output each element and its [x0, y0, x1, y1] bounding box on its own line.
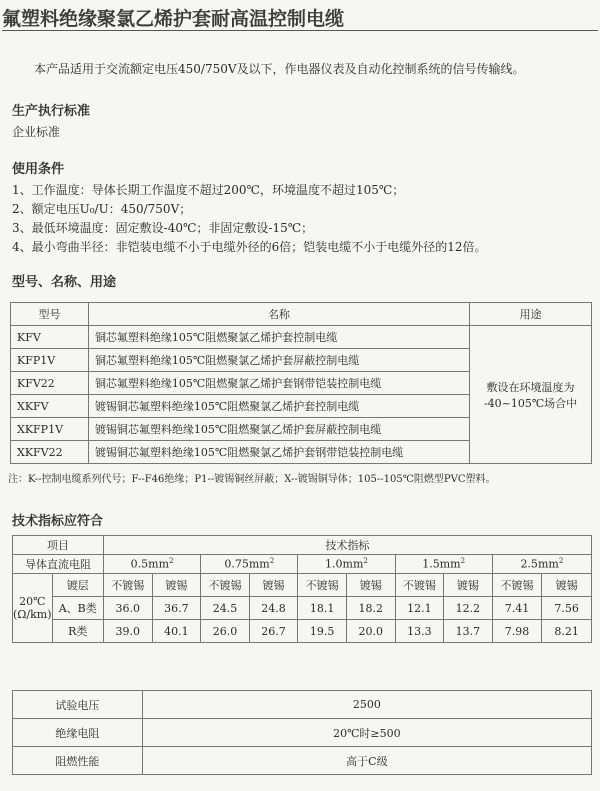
table-row	[13, 691, 592, 719]
resistance-value: 36.7	[152, 597, 201, 620]
resistance-label: 导体直流电阻	[13, 555, 104, 574]
standard-heading: 生产执行标准	[12, 104, 91, 119]
resistance-value: 12.1	[395, 597, 444, 620]
header-model: 型号	[11, 303, 89, 326]
table-row	[13, 747, 592, 775]
resistance-value: 19.5	[298, 620, 347, 643]
test-value: 20℃时≥500	[142, 719, 591, 747]
header-use: 用途	[470, 303, 592, 326]
standard-text: 企业标准	[12, 125, 61, 139]
size-cell	[492, 555, 591, 574]
conditions-heading: 使用条件	[12, 162, 65, 177]
spec-r-row	[13, 620, 592, 643]
size-sup: 2	[558, 557, 564, 566]
model-code: XKFV22	[11, 441, 89, 464]
resistance-value: 7.56	[542, 597, 592, 620]
model-code: XKFP1V	[11, 418, 89, 441]
coating-type: 镀锡	[249, 574, 298, 597]
table-row	[13, 719, 592, 747]
model-table	[10, 302, 592, 464]
size-sup: 2	[460, 557, 466, 566]
temp-unit-cell	[13, 574, 53, 643]
resistance-value: 12.2	[444, 597, 493, 620]
resistance-value: 18.1	[298, 597, 347, 620]
title-divider	[2, 30, 598, 31]
resistance-value: 36.0	[103, 597, 152, 620]
spec-header-row	[13, 536, 592, 555]
header-name: 名称	[88, 303, 469, 326]
class-label: R类	[52, 620, 103, 643]
coating-type: 镀锡	[152, 574, 201, 597]
coating-type: 不镀锡	[492, 574, 542, 597]
model-name: 镀锡铜芯氟塑料绝缘105℃阻燃聚氯乙烯护套屏蔽控制电缆	[88, 418, 469, 441]
condition-item: 4、最小弯曲半径：非铠装电缆不小于电缆外径的6倍；铠装电缆不小于电缆外径的12倍。	[12, 240, 487, 254]
test-label: 阻燃性能	[13, 747, 143, 775]
model-name: 铜芯氟塑料绝缘105℃阻燃聚氯乙烯护套钢带铠装控制电缆	[88, 372, 469, 395]
size-sup: 2	[363, 557, 368, 566]
table-row	[11, 326, 592, 349]
footnote: 注：K--控制电缆系列代号；F--F46绝缘；P1--镀锡铜丝屏蔽；X--镀锡铜导体；105--105℃阻燃型PVC塑料。	[8, 474, 496, 485]
models-heading: 型号、名称、用途	[12, 275, 117, 290]
model-code: KFP1V	[11, 349, 89, 372]
model-use	[470, 326, 592, 464]
resistance-value: 7.41	[492, 597, 542, 620]
resistance-value: 13.3	[395, 620, 444, 643]
spec-table	[12, 535, 592, 643]
model-name: 铜芯氟塑料绝缘105℃阻燃聚氯乙烯护套屏蔽控制电缆	[88, 349, 469, 372]
resistance-value: 8.21	[542, 620, 592, 643]
model-code: XKFV	[11, 395, 89, 418]
spec-size-row	[13, 555, 592, 574]
model-name: 镀锡铜芯氟塑料绝缘105℃阻燃聚氯乙烯护套钢带铠装控制电缆	[88, 441, 469, 464]
coating-type: 不镀锡	[103, 574, 152, 597]
size-cell	[298, 555, 395, 574]
coating-type: 镀锡	[346, 574, 395, 597]
resistance-value: 7.98	[492, 620, 542, 643]
use-line: 敷设在环境温度为	[486, 380, 575, 394]
coating-type: 镀锡	[542, 574, 592, 597]
unit-label: (Ω/km)	[13, 608, 52, 621]
condition-item: 1、工作温度：导体长期工作温度不超过200℃，环境温度不超过105℃；	[12, 183, 405, 197]
condition-item: 3、最低环境温度：固定敷设-40℃；非固定敷设-15℃；	[12, 221, 314, 235]
test-label: 试验电压	[13, 691, 143, 719]
header-item: 项目	[13, 536, 104, 555]
coating-type: 不镀锡	[201, 574, 250, 597]
header-tech: 技术指标	[103, 536, 591, 555]
size-unit: mm	[248, 557, 270, 571]
coating-type: 不镀锡	[395, 574, 444, 597]
table-header-row	[11, 303, 592, 326]
coating-type: 镀锡	[444, 574, 493, 597]
size-cell	[395, 555, 492, 574]
size-unit: mm	[148, 557, 170, 571]
spec-coating-row	[13, 574, 592, 597]
resistance-value: 26.0	[201, 620, 250, 643]
size-value: 0.75	[224, 557, 249, 571]
test-table	[12, 690, 592, 775]
spec-ab-row	[13, 597, 592, 620]
resistance-value: 26.7	[249, 620, 298, 643]
class-label: A、B类	[52, 597, 103, 620]
temp-label: 20℃	[19, 595, 46, 608]
size-sup: 2	[269, 557, 275, 566]
test-value: 高于C级	[142, 747, 591, 775]
size-value: 0.5	[130, 557, 149, 571]
coating-type: 不镀锡	[298, 574, 347, 597]
model-code: KFV22	[11, 372, 89, 395]
size-unit: mm	[537, 557, 559, 571]
model-name: 镀锡铜芯氟塑料绝缘105℃阻燃聚氯乙烯护套控制电缆	[88, 395, 469, 418]
size-value: 1.0	[325, 557, 343, 571]
use-line: -40~105℃场合中	[483, 396, 578, 410]
model-name: 铜芯氟塑料绝缘105℃阻燃聚氯乙烯护套控制电缆	[88, 326, 469, 349]
resistance-value: 18.2	[346, 597, 395, 620]
size-sup: 2	[169, 557, 174, 566]
size-value: 1.5	[422, 557, 440, 571]
resistance-value: 40.1	[152, 620, 201, 643]
size-cell	[201, 555, 298, 574]
resistance-value: 24.5	[201, 597, 250, 620]
page-title: 氟塑料绝缘聚氯乙烯护套耐高温控制电缆	[2, 8, 345, 30]
coating-label: 镀层	[52, 574, 103, 597]
size-value: 2.5	[520, 557, 538, 571]
resistance-value: 39.0	[103, 620, 152, 643]
condition-item: 2、额定电压U₀/U：450/750V；	[12, 202, 192, 216]
resistance-value: 24.8	[249, 597, 298, 620]
model-code: KFV	[11, 326, 89, 349]
resistance-value: 20.0	[346, 620, 395, 643]
resistance-value: 13.7	[444, 620, 493, 643]
specs-heading: 技术指标应符合	[12, 514, 104, 529]
size-unit: mm	[439, 557, 461, 571]
test-label: 绝缘电阻	[13, 719, 143, 747]
test-value: 2500	[142, 691, 591, 719]
size-cell	[103, 555, 200, 574]
size-unit: mm	[342, 557, 364, 571]
intro-text: 本产品适用于交流额定电压450/750V及以下，作电器仪表及自动化控制系统的信号传输线。	[34, 62, 525, 76]
